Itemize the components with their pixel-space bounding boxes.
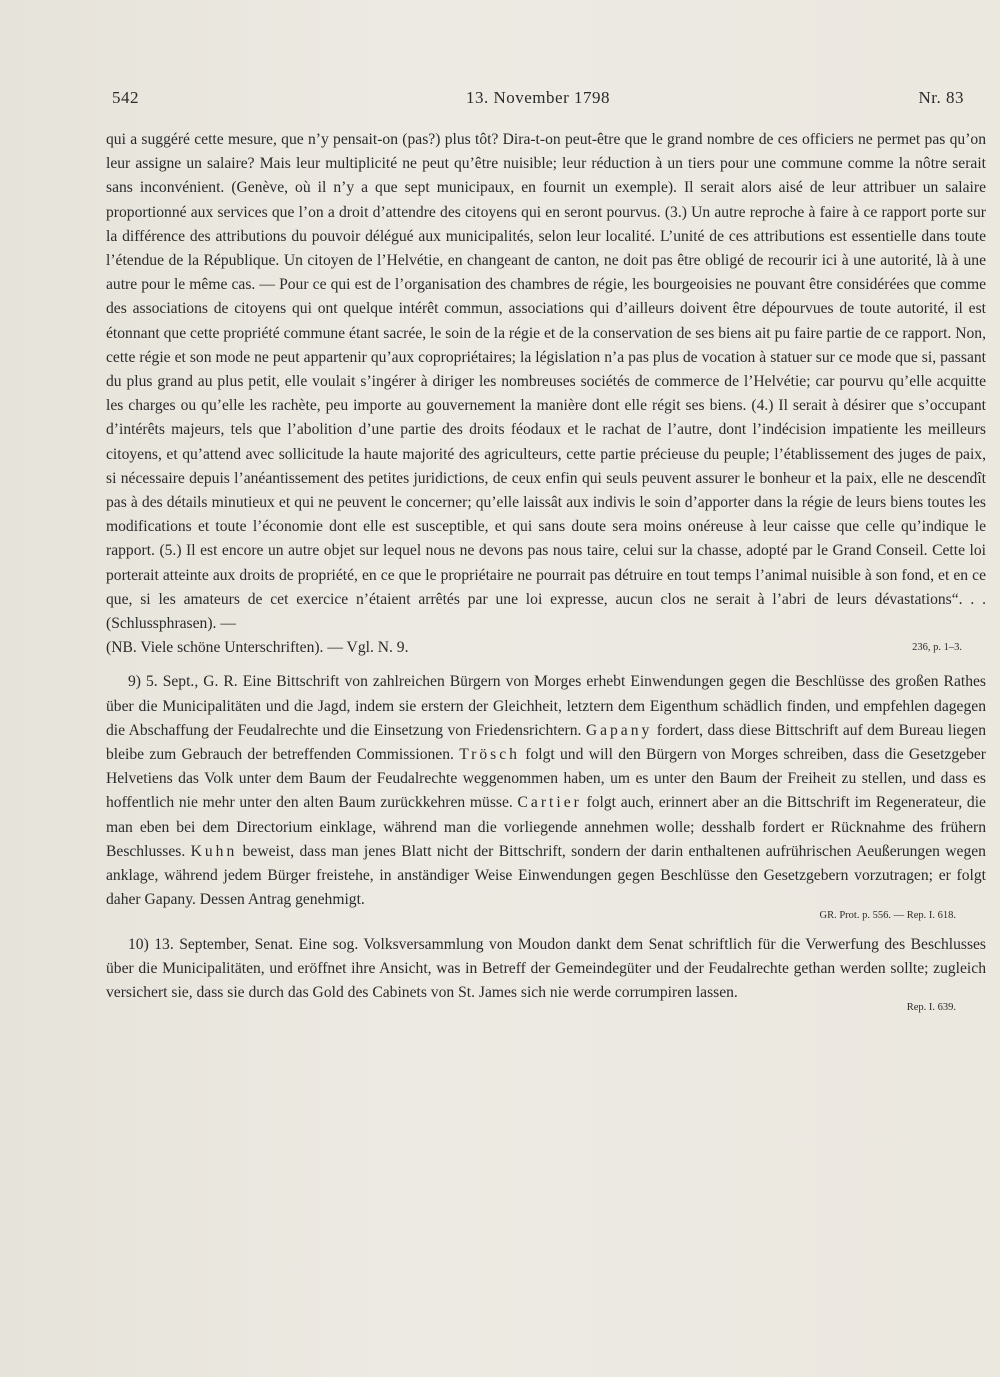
speaker-name: Trösch: [459, 746, 520, 764]
speaker-text: folgt auch, erinnert aber an die Bittschrift im Regenerateur, die man eben bei dem Directorium einklage, während man die vorliegende annehmen wolle; desshalb fordert er Rücknahme des frühern Beschlusses.: [106, 794, 986, 860]
entry-9-reference: GR. Prot. p. 556. — Rep. I. 618.: [819, 909, 956, 921]
paragraph-closing-line: [106, 636, 986, 660]
entry-9: [106, 670, 986, 912]
speaker-text: folgt und will den Bürgern von Morges schreiben, dass die Gesetzgeber Helvetiens das Volk unter dem Baum der Feudalrechte weggenommen haben, um es unter den Baum der Freiheit zu stellen, und dass es hoffentlich nie mehr unter den alten Baum zurückkehren müsse.: [106, 746, 986, 812]
entry-10-reference: Rep. I. 639.: [906, 1002, 956, 1014]
speaker-name: Gapany: [585, 721, 653, 739]
speaker-text: beweist, dass man jenes Blatt nicht der Bittschrift, sondern der darin enthaltenen aufrührischen Aeußerungen wegen anklage, während jedem Bürger freistehe, in anständiger Weise Einwendungen gegen Beschlüsse den Gesetzgebern vorzutragen; er folgt daher Gapany. Dessen Antrag genehmigt.: [106, 842, 986, 909]
closing-note: (NB. Viele schöne Unterschriften). — Vgl. N. 9.: [106, 639, 409, 657]
french-letter-paragraph: qui a suggéré cette mesure, que n’y pensait-on (pas?) plus tôt? Dira-t-on peut-être que le grand nombre de ces officiers ne permet pas qu’on leur assigne un salaire? Mais leur multiplicité ne peut qu’être nuisible; leur réduction à un tiers pour une commune comme la nôtre serait sans inconvénient. (Genève, où il n’y a que sept municipaux, en fournit un exemple). Il serait alors aisé de leur attribuer un salaire proportionné aux services que l’on a droit d’attendre des citoyens qui en seront pourvus. (3.) Un autre reproche à faire à ce rapport porte sur la différence des attributions du pouvoir délégué aux municipalités, selon leur localité. L’unité de ces attributions est essentielle dans toute l’étendue de la République. Un citoyen de l’Helvétie, en changeant de canton, ne doit pas être obligé de recourir ici à une autorité, là à une autre pour le même cas. — Pour ce qui est de l’organisation des chambres de régie, les bourgeoisies ne pouvant être considérées que comme des associations de citoyens qui ont quelque intérêt commun, associations qui d’ailleurs doivent être dépourvues de toute autorité, il est étonnant que cette propriété commune étant sacrée, le soin de la régie et de la conservation de ses biens ait pu faire partie de ce rapport. Non, cette régie et son mode ne peut appartenir qu’aux copropriétaires; la législation n’a pas plus de vocation à statuer sur ce mode que si, passant du plus grand au plus petit, elle voulait s’ingérer à diriger les nombreuses sociétés de commerce de l’Helvétie; car pourvu qu’elle acquitte les charges ou qu’elle les rachète, peu importe au gouvernement la manière dont elle régit ses biens. (4.) Il serait à désirer que s’occupant d’intérêts majeurs, tels que l’abolition d’une partie des droits féodaux et le rachat de l’autre, dont l’indécision impatiente les meilleurs citoyens, et qu’attend avec sollicitude la haute majorité des agriculteurs, cette partie précieuse du peuple; l’établissement des juges de paix, si nécessaire depuis l’anéantissement des petites juridictions, de ceux enfin qui seuls peuvent assurer le bonheur et la paix, elle ne descendît pas à des détails minutieux et qui ne peuvent le concerner; qu’elle laissât aux indivis le soin d’apporter dans la régie de leurs biens toutes les modifications et toute l’économie dont elle est susceptible, et qui sans doute sera moins onéreuse à leur caisse que celle qu’indique le rapport. (5.) Il est encore un autre objet sur lequel nous ne devons pas nous taire, celui sur la chasse, adopté par le Grand Conseil. Cette loi porterait atteinte aux droits de propriété, en ce que le propriétaire ne pourrait pas détruire en tout temps l’animal nuisible à son fond, et en ce que, si les amateurs de cet exercice n’étaient arrêtés par une loi expresse, aucun clos ne serait à l’abri de leurs dévastations“. . . (Schlussphrasen). —: [106, 131, 986, 633]
page-number: 542: [112, 88, 139, 107]
source-reference: 236, p. 1–3.: [912, 642, 962, 654]
page-header: [112, 88, 964, 116]
speaker-name: Cartier: [517, 794, 582, 812]
page-body: [106, 128, 986, 1017]
document-number: Nr. 83: [918, 88, 964, 107]
entry-9-lead: 9) 5. Sept., G. R. Eine Bittschrift von zahlreichen Bürgern von Morges erhebt Einwendungen gegen die Beschlüsse des großen Rathes über die Municipalitäten und die Jagd, indem sie erstern der Gleichheit, letztern dem Eigenthum schädlich finden, und empfehlen dagegen die Abschaffung der Feudalrechte und die Einsetzung von Friedensrichtern.: [106, 673, 986, 739]
speaker-text: fordert, dass diese Bittschrift auf dem Bureau liegen bleibe zum Gebrauch der betreffenden Commissionen.: [106, 721, 986, 764]
entry-10: 10) 13. September, Senat. Eine sog. Volksversammlung von Moudon dankt dem Senat schriftlich für die Verwerfung des Beschlusses über die Municipalitäten, und eröffnet ihre Ansicht, was in Betreff der Gemeindegüter und der Feudalrechte gethan werden sollte; zugleich versichert sie, dass sie durch das Gold des Cabinets von St. James sich nie werde corrumpiren lassen.: [106, 935, 986, 1001]
header-date: 13. November 1798: [465, 88, 610, 107]
speaker-name: Kuhn: [190, 842, 238, 860]
